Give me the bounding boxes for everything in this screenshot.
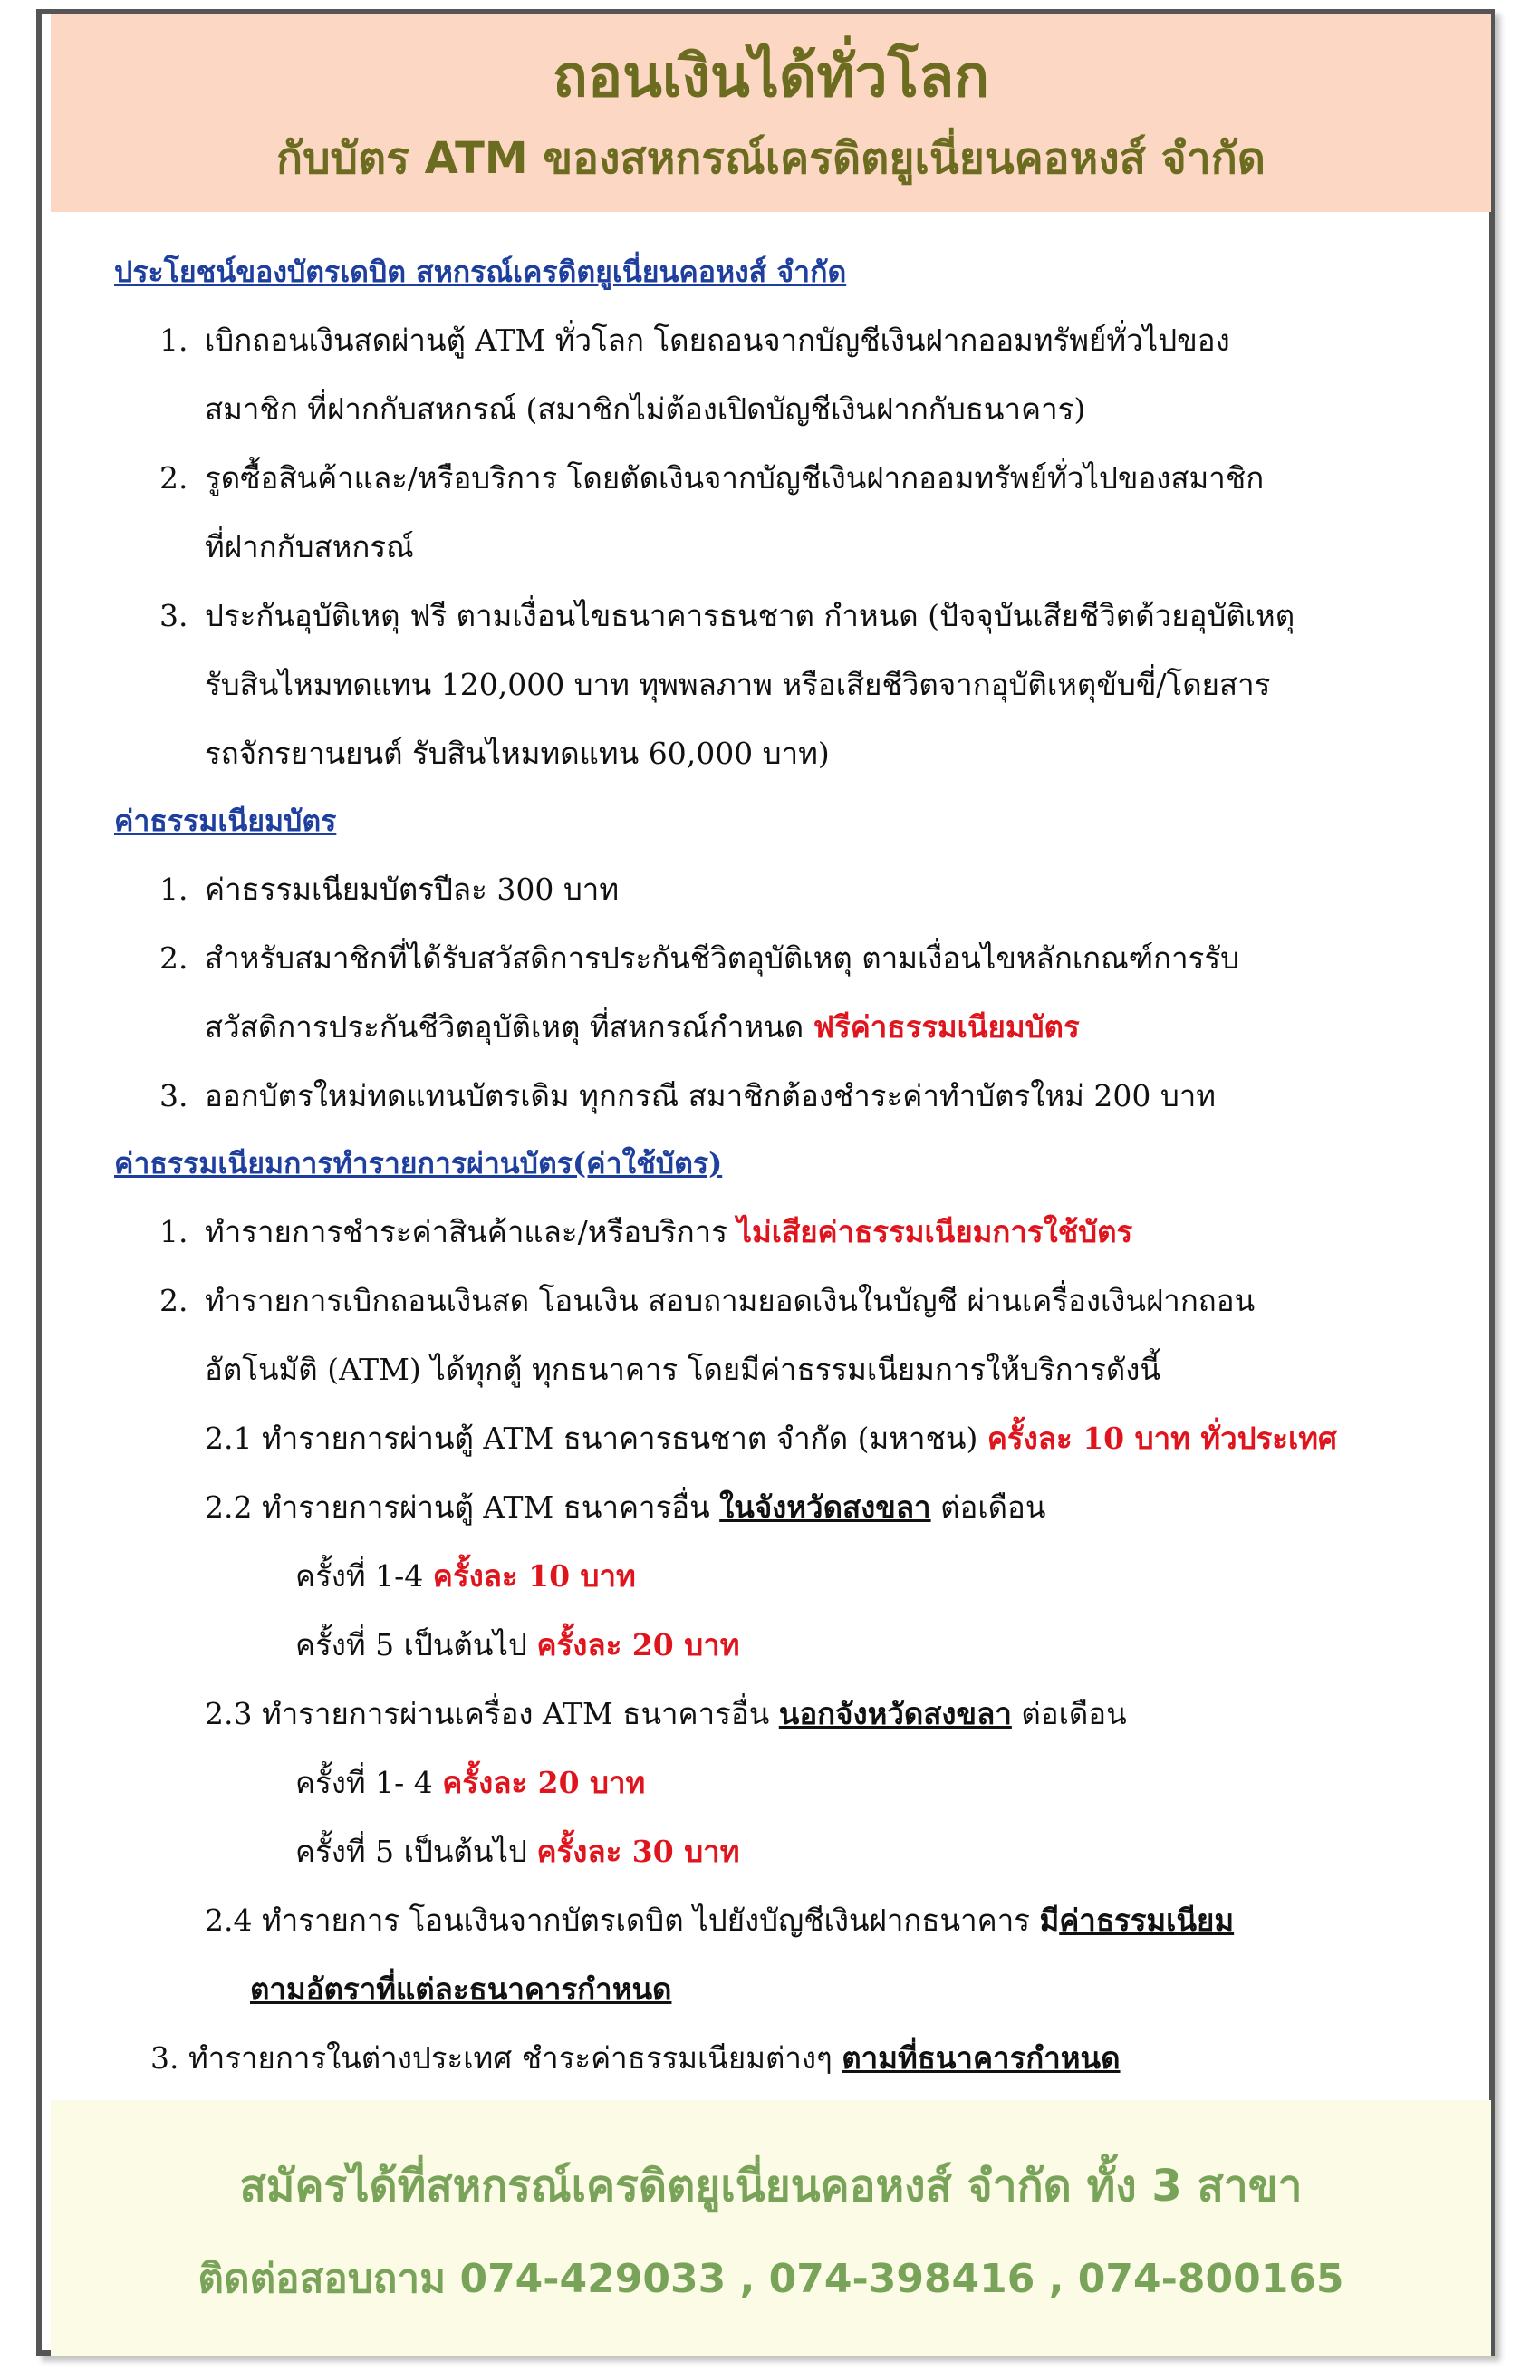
underlined-bold: นอกจังหวัดสงขลา bbox=[778, 1696, 1012, 1731]
list-item-continued: สมาชิก ที่ฝากกับสหกรณ์ (สมาชิกไม่ต้องเปิดบัญชีเงินฝากกับธนาคาร) bbox=[205, 391, 1086, 427]
list-item: ค่าธรรมเนียมบัตรปีละ 300 บาท bbox=[205, 872, 620, 907]
list-item-continued: รถจักรยานยนต์ รับสินไหมทดแทน 60,000 บาท) bbox=[205, 736, 830, 771]
list-item: ประกันอุบัติเหตุ ฟรี ตามเงื่อนไขธนาคารธนชาต กำหนด (ปัจจุบันเสียชีวิตด้วยอุบัติเหตุ bbox=[205, 598, 1295, 633]
list-item-continued: ที่ฝากกับสหกรณ์ bbox=[205, 529, 414, 564]
list-number: 3. bbox=[159, 598, 188, 633]
text: 3. ทำรายการในต่างประเทศ ชำระค่าธรรมเนียมต่างๆ bbox=[150, 2040, 842, 2076]
list-number: 2. bbox=[159, 460, 188, 496]
text: 2.3 ทำรายการผ่านเครื่อง ATM ธนาคารอื่น bbox=[205, 1696, 779, 1731]
text: สวัสดิการประกันชีวิตอุบัติเหตุ ที่สหกรณ์กำหนด bbox=[205, 1009, 813, 1045]
sub-item-2-3 bbox=[205, 1694, 1127, 1734]
footer-banner bbox=[51, 2100, 1491, 2356]
highlight-red: ครั้งละ 10 บาท ทั่วประเทศ bbox=[987, 1421, 1337, 1456]
list-number: 3. bbox=[159, 1078, 188, 1113]
highlight-red: ฟรีค่าธรรมเนียมบัตร bbox=[813, 1009, 1080, 1045]
page-subtitle: กับบัตร ATM ของสหกรณ์เครดิตยูเนี่ยนคอหงส์ จำกัด bbox=[276, 133, 1266, 184]
underlined-bold: ตามที่ธนาคารกำหนด bbox=[842, 2040, 1121, 2076]
page-title: ถอนเงินได้ทั่วโลก bbox=[552, 43, 990, 111]
list-item-continued: อัตโนมัติ (ATM) ได้ทุกตู้ ทุกธนาคาร โดยมีค่าธรรมเนียมการให้บริการดังนี้ bbox=[205, 1352, 1160, 1387]
list-item: สำหรับสมาชิกที่ได้รับสวัสดิการประกันชีวิตอุบัติเหตุ ตามเงื่อนไขหลักเกณฑ์การรับ bbox=[205, 940, 1240, 976]
bold-text: มี bbox=[1039, 1903, 1060, 1938]
sub-item-2-3-b bbox=[295, 1832, 739, 1872]
highlight-red: ครั้งละ 20 บาท bbox=[536, 1627, 740, 1662]
list-item: รูดซื้อสินค้าและ/หรือบริการ โดยตัดเงินจากบัญชีเงินฝากออมทรัพย์ทั่วไปของสมาชิก bbox=[205, 460, 1265, 496]
text: ครั้งที่ 1- 4 bbox=[295, 1765, 443, 1800]
list-item-continued: รับสินไหมทดแทน 120,000 บาท ทุพพลภาพ หรือเสียชีวิตจากอุบัติเหตุขับขี่/โดยสาร bbox=[205, 667, 1271, 702]
underlined-bold: ค่าธรรมเนียม bbox=[1059, 1903, 1235, 1938]
list-number: 1. bbox=[159, 872, 188, 907]
section-heading-usage-fee: ค่าธรรมเนียมการทำรายการผ่านบัตร(ค่าใช้บัตร) bbox=[114, 1146, 723, 1180]
text: 2.1 ทำรายการผ่านตู้ ATM ธนาคารธนชาต จำกัด (มหาชน) bbox=[205, 1421, 987, 1456]
footer-apply-text: สมัครได้ที่สหกรณ์เครดิตยูเนี่ยนคอหงส์ จำกัด ทั้ง 3 สาขา bbox=[239, 2161, 1303, 2211]
sub-item-2-2-b bbox=[295, 1625, 739, 1665]
sub-item-2-4 bbox=[205, 1901, 1234, 1941]
text: ทำรายการชำระค่าสินค้าและ/หรือบริการ bbox=[205, 1214, 737, 1249]
section-heading-benefits: ประโยชน์ของบัตรเดบิต สหกรณ์เครดิตยูเนี่ยนคอหงส์ จำกัด bbox=[114, 255, 847, 289]
text: ต่อเดือน bbox=[1011, 1696, 1127, 1731]
sub-item-2-2 bbox=[205, 1488, 1045, 1527]
text: ครั้งที่ 5 เป็นต้นไป bbox=[295, 1834, 537, 1869]
list-item-3 bbox=[150, 2038, 1121, 2078]
highlight-red: ไม่เสียค่าธรรมเนียมการใช้บัตร bbox=[736, 1214, 1133, 1249]
content-body bbox=[42, 14, 1489, 2350]
highlight-red: ครั้งละ 30 บาท bbox=[536, 1834, 740, 1869]
section-heading-card-fee: ค่าธรรมเนียมบัตร bbox=[114, 804, 337, 838]
list-number: 2. bbox=[159, 940, 188, 976]
text: 2.2 ทำรายการผ่านตู้ ATM ธนาคารอื่น bbox=[205, 1489, 720, 1525]
underlined-bold: ในจังหวัดสงขลา bbox=[719, 1489, 931, 1525]
list-item: ออกบัตรใหม่ทดแทนบัตรเดิม ทุกกรณี สมาชิกต้องชำระค่าทำบัตรใหม่ 200 บาท bbox=[205, 1078, 1217, 1113]
text: ต่อเดือน bbox=[930, 1489, 1046, 1525]
footer-contact-phones: ติดต่อสอบถาม 074-429033 , 074-398416 , 074-800165 bbox=[197, 2256, 1344, 2302]
sub-item-2-4-continued: ตามอัตราที่แต่ละธนาคารกำหนด bbox=[250, 1971, 672, 2007]
sub-item-2-3-a bbox=[295, 1763, 645, 1803]
list-number: 1. bbox=[159, 323, 188, 358]
text: ครั้งที่ 5 เป็นต้นไป bbox=[295, 1627, 537, 1662]
sub-item-2-1 bbox=[205, 1419, 1337, 1459]
list-item: ทำรายการเบิกถอนเงินสด โอนเงิน สอบถามยอดเงินในบัญชี ผ่านเครื่องเงินฝากถอน bbox=[205, 1283, 1256, 1318]
list-item: เบิกถอนเงินสดผ่านตู้ ATM ทั่วโลก โดยถอนจากบัญชีเงินฝากออมทรัพย์ทั่วไปของ bbox=[205, 323, 1230, 358]
highlight-red: ครั้งละ 10 บาท bbox=[432, 1558, 636, 1594]
list-item bbox=[205, 1212, 1132, 1252]
poster-frame bbox=[36, 9, 1495, 2356]
sub-item-2-2-a bbox=[295, 1556, 636, 1596]
list-number: 2. bbox=[159, 1283, 188, 1318]
list-number: 1. bbox=[159, 1214, 188, 1249]
text: 2.4 ทำรายการ โอนเงินจากบัตรเดบิต ไปยังบัญชีเงินฝากธนาคาร bbox=[205, 1903, 1040, 1938]
list-item-continued bbox=[205, 1007, 1080, 1047]
highlight-red: ครั้งละ 20 บาท bbox=[442, 1765, 646, 1800]
text: ครั้งที่ 1-4 bbox=[295, 1558, 433, 1594]
